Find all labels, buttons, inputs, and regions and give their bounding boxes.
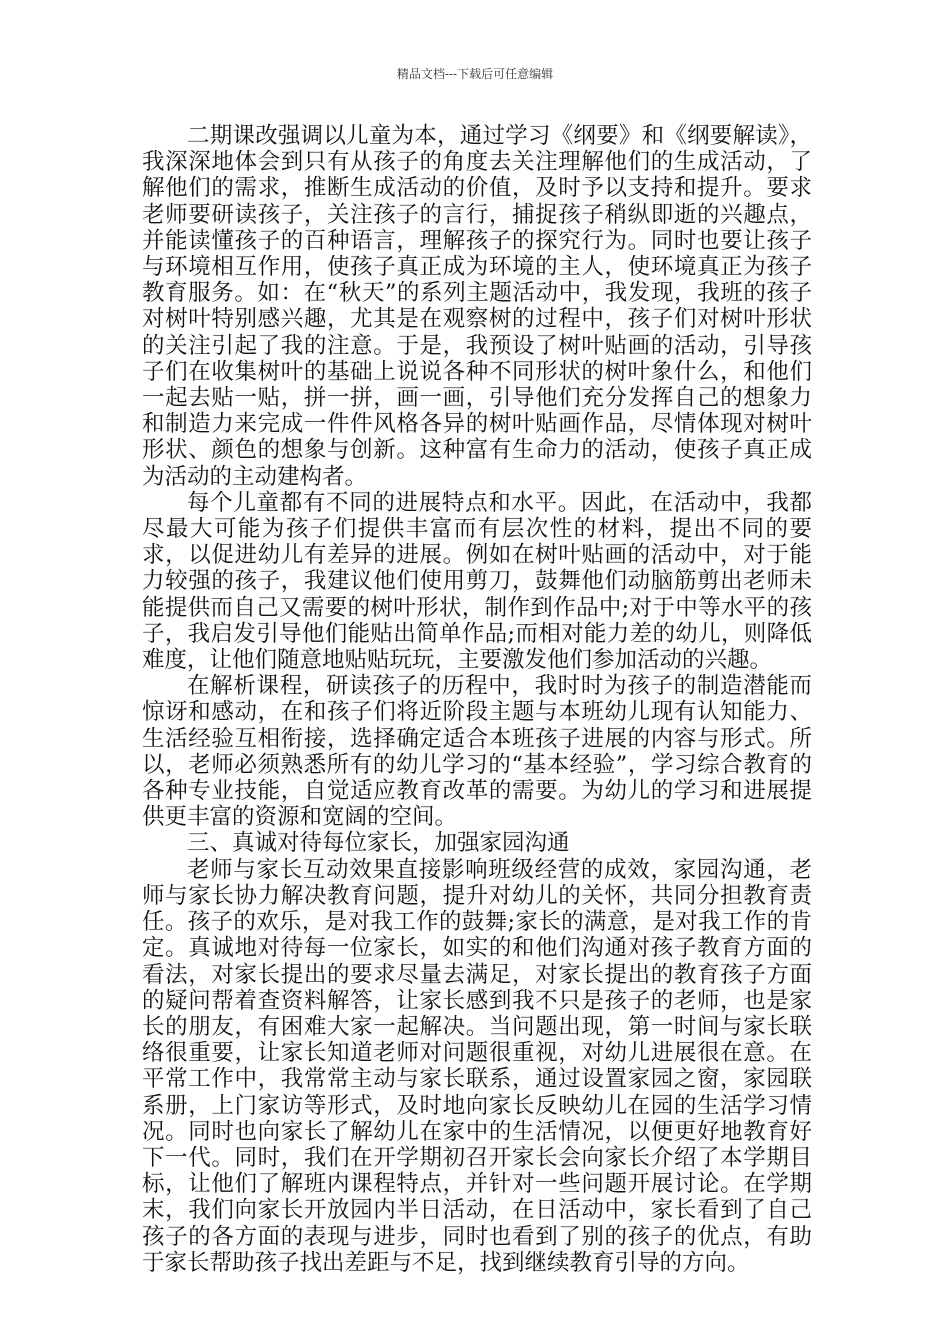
section-heading: 三、真诚对待每位家长，加强家园沟通 [187, 830, 570, 857]
paragraph-curriculum-reform: 二期课改强调以儿童为本，通过学习《纲要》和《纲要解读》，我深深地体会到只有从孩子的角度去关注理解他们的生成活动，了解他们的需求，推断生成活动的价值，及时予以支持和提升。要求老师要研读孩子，关注孩子的言行，捕捉孩子稍纵即逝的兴趣点，并能读懂孩子的百种语言，理解孩子的探究行为。同时也要让孩子与环境相互作用，使孩子真正成为环境的主人，使环境真正为孩子教育服务。如：在“秋天”的系列主题活动中，我发现，我班的孩子对树叶特别感兴趣，尤其是在观察树的过程中，孩子们对树叶形状的关注引起了我的注意。于是，我预设了树叶贴画的活动，引导孩子们在收集树叶的基础上说说各种不同形状的树叶象什么，和他们一起去贴一贴，拼一拼，画一画，引导他们充分发挥自己的想象力和制造力来完成一件件风格各异的树叶贴画作品，尽情体现对树叶形状、颜色的想象与创新。这种富有生命力的活动，使孩子真正成为活动的主动建构者。 [142, 123, 812, 490]
page-header: 精品文档---下载后可任意编辑 [396, 67, 554, 81]
paragraph-teacher-growth: 在解析课程，研读孩子的历程中，我时时为孩子的制造潜能而惊讶和感动，在和孩子们将近阶段主题与本班幼儿现有认知能力、生活经验互相衔接，选择确定适合本班孩子进展的内容与形式。所以，老师必须熟悉所有的幼儿学习的“基本经验”，学习综合教育的各种专业技能，自觉适应教育改革的需要。为幼儿的学习和进展提供更丰富的资源和宽阔的空间。 [142, 673, 812, 831]
paragraph-individual-differences: 每个儿童都有不同的进展特点和水平。因此，在活动中，我都尽最大可能为孩子们提供丰富而有层次性的材料，提出不同的要求，以促进幼儿有差异的进展。例如在树叶贴画的活动中，对于能力较强的孩子，我建议他们使用剪刀，鼓舞他们动脑筋剪出老师未能提供而自己又需要的树叶形状，制作到作品中;对于中等水平的孩子，我启发引导他们能贴出简单作品;而相对能力差的幼儿，则降低难度，让他们随意地贴贴玩玩，主要激发他们参加活动的兴趣。 [142, 489, 812, 674]
paragraph-parent-communication: 老师与家长互动效果直接影响班级经营的成效，家园沟通，老师与家长协力解决教育问题，提升对幼儿的关怀，共同分担教育责任。孩子的欢乐，是对我工作的鼓舞;家长的满意，是对我工作的肯定。真诚地对待每一位家长，如实的和他们沟通对孩子教育方面的看法，对家长提出的要求尽量去满足，对家长提出的教育孩子方面的疑问帮着查资料解答，让家长感到我不只是孩子的老师，也是家长的朋友，有困难大家一起解决。当问题出现，第一时间与家长联络很重要，让家长知道老师对问题很重视，对幼儿进展很在意。在平常工作中，我常常主动与家长联系，通过设置家园之窗，家园联系册，上门家访等形式，及时地向家长反映幼儿在园的生活学习情况。同时也向家长了解幼儿在家中的生活情况，以便更好地教育好下一代。同时，我们在开学期初召开家长会向家长介绍了本学期目标，让他们了解班内课程特点，并针对一些问题开展讨论。在学期末，我们向家长开放园内半日活动，在日活动中，家长看到了自己孩子的各方面的表现与进步，同时也看到了别的孩子的优点，有助于家长帮助孩子找出差距与不足，找到继续教育引导的方向。 [142, 856, 812, 1276]
document-body [142, 123, 812, 1276]
